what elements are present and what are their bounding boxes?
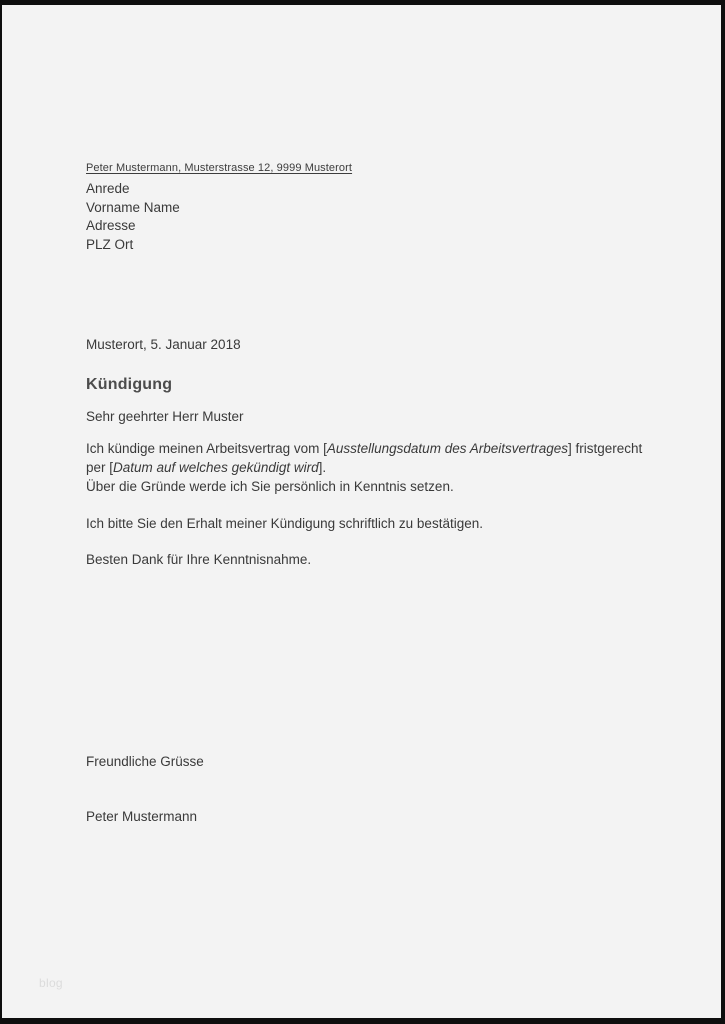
paragraph-thanks: Besten Dank für Ihre Kenntnisnahme. (86, 552, 312, 567)
paragraph-termination (86, 439, 676, 496)
closing-line: Freundliche Grüsse (86, 754, 204, 769)
termination-line1-placeholder: Ausstellungsdatum des Arbeitsvertrages (326, 441, 568, 456)
termination-line-2 (86, 458, 676, 477)
date-line: Musterort, 5. Januar 2018 (86, 337, 241, 352)
recipient-city: PLZ Ort (86, 236, 134, 252)
termination-line1-pre: Ich kündige meinen Arbeitsvertrag vom [ (86, 441, 327, 456)
recipient-name: Vorname Name (86, 199, 180, 215)
termination-line2-pre: per [ (86, 460, 114, 475)
termination-line2-post: ]. (318, 460, 327, 475)
termination-line-1 (86, 439, 676, 458)
termination-line2-placeholder: Datum auf welches gekündigt wird (113, 460, 319, 475)
paragraph-confirmation-request: Ich bitte Sie den Erhalt meiner Kündigung schriftlich zu bestätigen. (86, 516, 483, 531)
subject-heading: Kündigung (86, 376, 173, 393)
recipient-block (86, 180, 180, 254)
termination-line1-post: ] fristgerecht (568, 441, 643, 456)
termination-line-3: Über die Gründe werde ich Sie persönlich in Kenntnis setzen. (86, 479, 454, 494)
sender-address-line: Peter Mustermann, Musterstrasse 12, 9999 Musterort (86, 162, 353, 174)
watermark-text: blog (39, 976, 63, 990)
signature-name: Peter Mustermann (86, 809, 198, 824)
greeting-line: Sehr geehrter Herr Muster (86, 409, 244, 424)
recipient-salutation: Anrede (86, 181, 130, 196)
recipient-address: Adresse (86, 218, 136, 234)
